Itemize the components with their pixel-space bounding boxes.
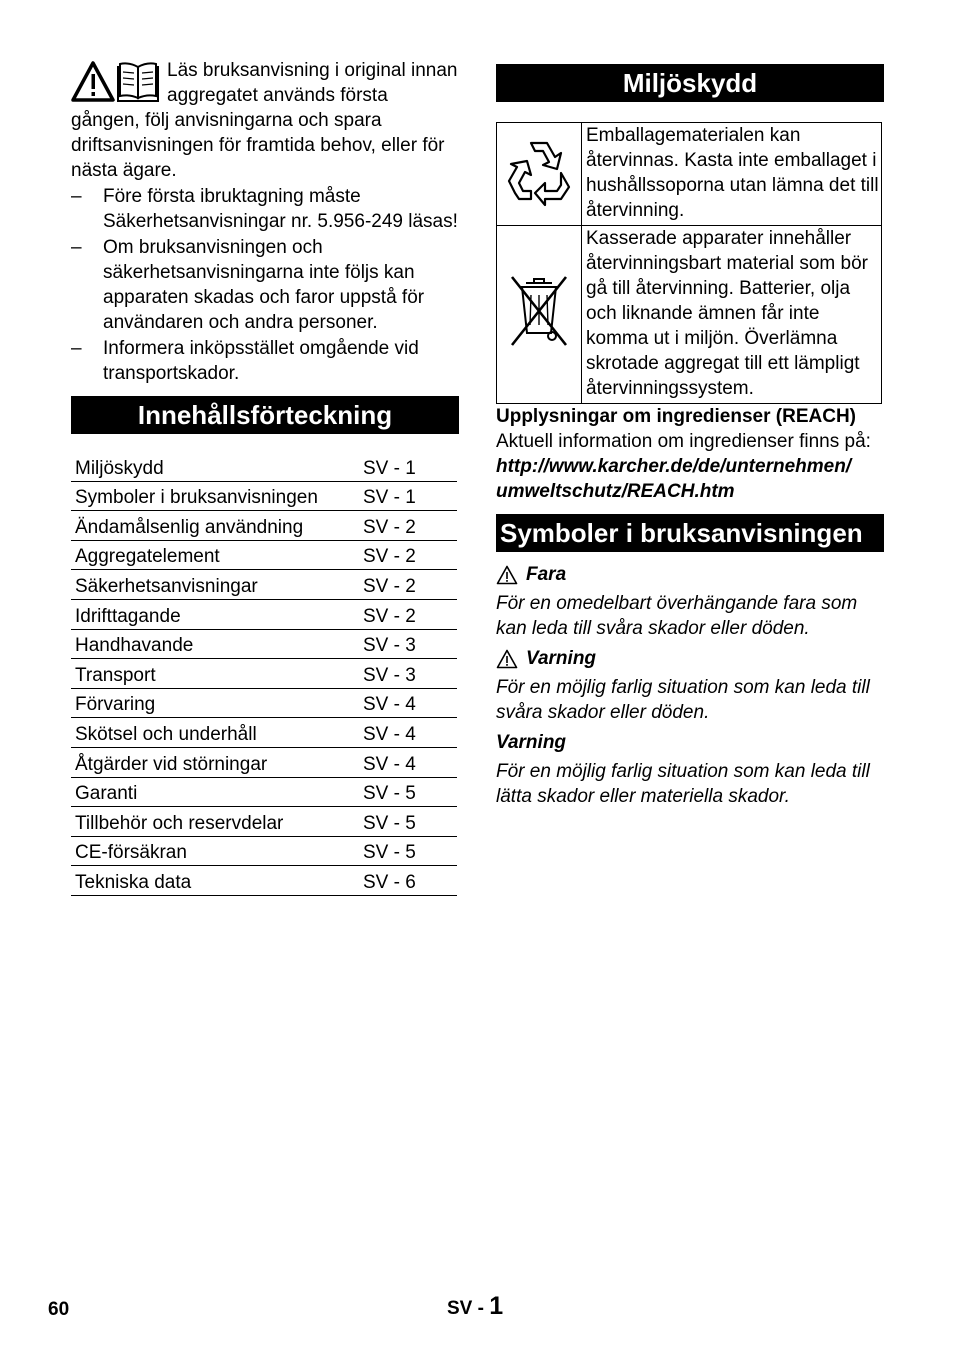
page-number: 60: [48, 1299, 70, 1320]
table-row[interactable]: Säkerhetsanvisningar SV - 2: [71, 570, 457, 600]
table-row: [497, 226, 882, 404]
caution-label: Varning: [496, 732, 567, 753]
table-row[interactable]: Åtgärder vid störningar SV - 4: [71, 747, 457, 777]
warning-triangle-icon: [496, 649, 518, 669]
recycle-icon: [497, 123, 582, 226]
table-row[interactable]: CE-försäkran SV - 5: [71, 836, 457, 866]
recycle-text: Emballagematerialen kan återvinnas. Kasta inte emballaget i hushållssoporna utan lämna det till återvinning.: [582, 123, 882, 226]
table-row[interactable]: Handhavande SV - 3: [71, 629, 457, 659]
table-row[interactable]: Symboler i bruksanvisningen SV - 1: [71, 481, 457, 511]
list-item: – Om bruksanvisningen och säkerhetsanvisningarna inte följs kan apparaten skadas och faror uppstå för användaren och andra personer.: [71, 237, 425, 333]
bullet-dash: –: [71, 237, 82, 258]
intro-bullet-list: [71, 184, 459, 386]
table-row[interactable]: Garanti SV - 5: [71, 777, 457, 807]
reach-link[interactable]: http://www.karcher.de/de/unternehmen/ umweltschutz/REACH.htm: [496, 456, 852, 502]
symbol-caution: [496, 730, 884, 809]
list-item: – Före första ibruktagning måste Säkerhetsanvisningar nr. 5.956-249 läsas!: [71, 186, 458, 232]
reach-text: Aktuell information om ingredienser finns på:: [496, 431, 871, 452]
danger-label: Fara: [526, 564, 567, 585]
bullet-dash: –: [71, 186, 82, 207]
symbol-danger: [496, 562, 884, 641]
warning-text: För en möjlig farlig situation som kan leda till svåra skador eller döden.: [496, 677, 870, 723]
symbol-warning: [496, 646, 884, 725]
reach-heading: Upplysningar om ingredienser (REACH): [496, 406, 856, 427]
table-row[interactable]: Idrifttagande SV - 2: [71, 599, 457, 629]
warning-triangle-icon: [496, 565, 518, 585]
crossed-bin-icon: [497, 226, 582, 404]
environment-table: [496, 122, 882, 404]
environment-heading: Miljöskydd: [496, 64, 884, 102]
table-row[interactable]: Miljöskydd SV - 1: [71, 452, 457, 481]
warning-triangle-icon: [73, 63, 113, 100]
warning-manual-icon: [71, 60, 163, 104]
section-page-label: SV - 1: [447, 1292, 504, 1320]
table-row[interactable]: Ändamålsenlig användning SV - 2: [71, 511, 457, 541]
toc-heading: Innehållsförteckning: [71, 396, 459, 434]
table-row[interactable]: Transport SV - 3: [71, 659, 457, 689]
table-row[interactable]: Tekniska data SV - 6: [71, 866, 457, 896]
right-column: [496, 64, 884, 809]
bullet-dash: –: [71, 338, 82, 359]
intro-paragraph: Läs bruksanvisning i original innan aggregatet används första gången, följ anvisningarna och spara driftsanvisningen för framtida behov, eller för nästa ägare.: [71, 60, 458, 181]
table-row: [497, 123, 882, 226]
intro-block: [71, 58, 459, 386]
toc-table: [71, 452, 457, 896]
table-row[interactable]: Tillbehör och reservdelar SV - 5: [71, 807, 457, 837]
disposal-text: Kasserade apparater innehåller återvinningsbart material som bör gå till återvinning. Batterier, olja och liknande ämnen får inte komma ut i miljön. Överlämna skrotade aggregat till ett lämpligt återvinningssystem.: [582, 226, 882, 404]
table-row[interactable]: Aggregatelement SV - 2: [71, 540, 457, 570]
table-row[interactable]: Skötsel och underhåll SV - 4: [71, 718, 457, 748]
table-row[interactable]: Förvaring SV - 4: [71, 688, 457, 718]
book-icon: [118, 63, 158, 101]
danger-text: För en omedelbart överhängande fara som kan leda till svåra skador eller döden.: [496, 593, 858, 639]
warning-label: Varning: [526, 648, 597, 669]
left-column: [71, 58, 459, 896]
list-item: – Informera inköpsstället omgående vid transportskador.: [71, 338, 419, 384]
symbols-heading: Symboler i bruksanvisningen: [496, 514, 884, 552]
caution-text: För en möjlig farlig situation som kan leda till lätta skador eller materiella skador.: [496, 761, 870, 807]
